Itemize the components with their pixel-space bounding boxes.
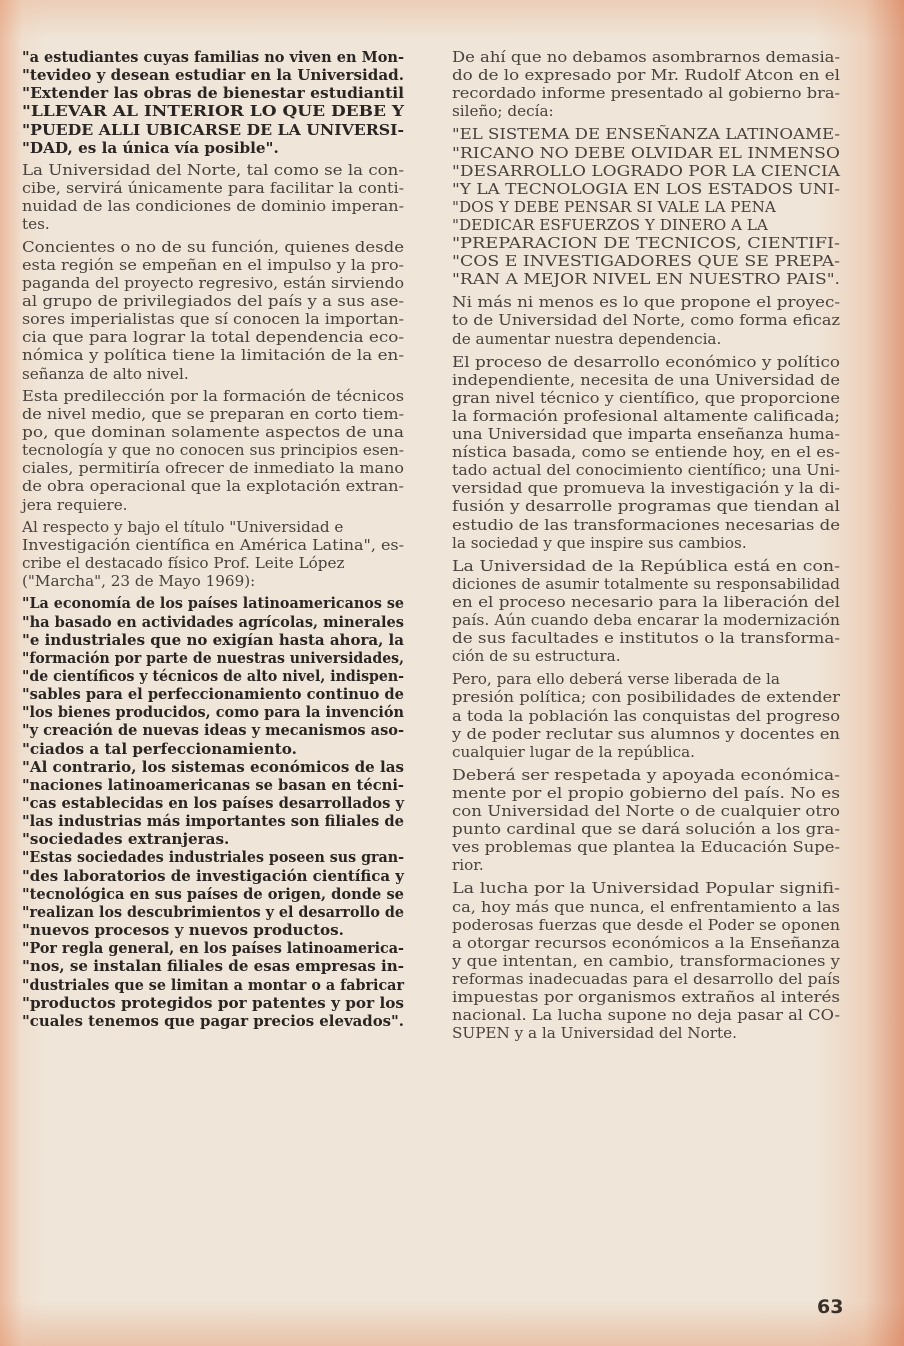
text-line: a toda la población las conquistas del progreso [452, 706, 840, 725]
text-line: versidad que promueva la investigación y la di- [452, 479, 840, 498]
text-line: "Estas sociedades industriales poseen sus gran- [22, 848, 404, 867]
text-line: El proceso de desarrollo económico y político [452, 352, 840, 371]
text-line: Esta predilección por la formación de técnicos [22, 386, 404, 405]
text-line: "a estudiantes cuyas familias no viven en Mon- [22, 48, 404, 66]
text-line: "formación por parte de nuestras universidades, [22, 648, 404, 667]
text-line: de sus facultades e institutos o la transforma- [452, 629, 840, 648]
text-line: "Al contrario, los sistemas económicos de las [22, 757, 404, 776]
text-line: "PREPARACION DE TECNICOS, CIENTIFI- [452, 234, 840, 252]
text-line: "LLEVAR AL INTERIOR LO QUE DEBE Y [22, 102, 404, 121]
text-line: ("Marcha", 23 de Mayo 1969): [22, 572, 256, 591]
text-line: "Extender las obras de bienestar estudiantil [22, 84, 404, 103]
text-line: Investigación científica en América Latina", es- [22, 535, 404, 554]
text-line: jera requiere. [22, 495, 128, 514]
text-line: fusión y desarrolle programas que tiendan al [452, 497, 840, 516]
text-line: "cuales tenemos que pagar precios elevados". [22, 1011, 404, 1030]
text-line: "tecnológica en sus países de origen, donde se [22, 884, 404, 903]
text-line: "tevideo y desean estudiar en la Universidad. [22, 66, 404, 85]
text-line: tado actual del conocimiento científico; una Uni- [452, 461, 840, 480]
text-line: paganda del proyecto regresivo, están sirviendo [22, 273, 404, 292]
text-line: "RAN A MEJOR NIVEL EN NUESTRO PAIS". [452, 270, 840, 289]
text-line: una Universidad que imparta enseñanza huma- [452, 425, 840, 443]
text-line: "sociedades extranjeras. [22, 830, 230, 849]
text-line: a otorgar recursos económicos a la Enseñanza [452, 933, 840, 952]
text-line: "ha basado en actividades agrícolas, minerales [22, 612, 404, 631]
text-line: diciones de asumir totalmente su responsabilidad [452, 574, 840, 593]
text-line: "DAD, es la única vía posible". [22, 138, 279, 157]
text-line: "dustriales que se limitan a montar o a fabricar [22, 975, 404, 994]
text-line: Al respecto y bajo el título "Universidad e [22, 517, 344, 536]
text-line: "realizan los descubrimientos y el desarrollo de [22, 902, 404, 921]
text-line: "nos, se instalan filiales de esas empresas in- [22, 957, 404, 976]
text-line: al grupo de privilegiados del país y a sus ase- [22, 291, 404, 310]
text-line: nacional. La lucha supone no deja pasar al CO- [452, 1006, 840, 1025]
text-line: to de Universidad del Norte, como forma eficaz [452, 311, 840, 330]
text-line: "COS E INVESTIGADORES QUE SE PREPA- [452, 252, 840, 271]
text-line: "naciones latinoamericanas se basan en técni- [22, 775, 404, 794]
text-line: "RICANO NO DEBE OLVIDAR EL INMENSO [452, 143, 840, 162]
text-line: punto cardinal que se dará solución a los gra- [452, 820, 840, 839]
text-line: la formación profesional altamente calificada; [452, 406, 840, 425]
text-line: Deberá ser respetada y apoyada económica- [452, 765, 840, 784]
text-line: "DEDICAR ESFUERZOS Y DINERO A LA [452, 215, 768, 234]
text-line: nómica y política tiene la limitación de la en- [22, 346, 404, 365]
text-line: señanza de alto nivel. [22, 364, 189, 383]
text-line: ca, hoy más que nunca, el enfrentamiento a las [452, 897, 840, 916]
text-line: "los bienes producidos, como para la invención [22, 703, 404, 722]
text-line: "EL SISTEMA DE ENSEÑANZA LATINOAME- [452, 125, 840, 144]
text-line: La lucha por la Universidad Popular signifi- [452, 879, 840, 898]
text-line: nística basada, como se entiende hoy, en el es- [452, 443, 840, 462]
text-line: de nivel medio, que se preparan en corto tiem- [22, 404, 404, 423]
text-line: poderosas fuerzas que desde el Poder se oponen [452, 915, 840, 934]
text-line: "sables para el perfeccionamiento continuo de [22, 685, 404, 704]
text-line: gran nivel técnico y científico, que proporcione [452, 388, 840, 407]
text-line: estudio de las transformaciones necesarias de [452, 515, 840, 534]
text-line: "Por regla general, en los países latinoamerica- [22, 939, 404, 958]
text-line: "y creación de nuevas ideas y mecanismos aso- [22, 721, 404, 740]
text-line: Pero, para ello deberá verse liberada de la [452, 670, 780, 689]
text-line: de aumentar nuestra dependencia. [452, 329, 722, 348]
text-line: "ciados a tal perfeccionamiento. [22, 739, 297, 758]
text-line: Concientes o no de su función, quienes desde [22, 237, 404, 256]
text-line: mente por el propio gobierno del país. No es [452, 783, 840, 802]
text-line: y que intentan, en cambio, transformaciones y [452, 951, 840, 970]
text-line: recordado informe presentado al gobierno bra- [452, 84, 840, 103]
text-line: "DESARROLLO LOGRADO POR LA CIENCIA [452, 161, 840, 180]
text-line: "des laboratorios de investigación científica y [22, 866, 404, 885]
text-line: sileño; decía: [452, 102, 554, 121]
text-line: "DOS Y DEBE PENSAR SI VALE LA PENA [452, 197, 776, 216]
text-line: con Universidad del Norte o de cualquier otro [452, 802, 840, 820]
text-line: "e industriales que no exigían hasta ahora, la [22, 630, 404, 649]
text-line: La Universidad del Norte, tal como se la con- [22, 160, 404, 179]
text-line: cibe, servirá únicamente para facilitar la conti- [22, 179, 404, 198]
text-line: po, que dominan solamente aspectos de una [22, 423, 404, 441]
text-line: "las industrias más importantes son filiales de [22, 812, 404, 831]
text-line: cribe el destacado físico Prof. Leite López [22, 554, 345, 573]
text-line: "PUEDE ALLI UBICARSE DE LA UNIVERSI- [22, 120, 404, 139]
text-line: sores imperialistas que sí conocen la importan- [22, 310, 404, 329]
text-line: la sociedad y que inspire sus cambios. [452, 533, 747, 552]
text-line: tes. [22, 215, 50, 234]
text-line: "La economía de los países latinoamericanos se [22, 594, 404, 613]
text-line: de obra operacional que la explotación extran- [22, 477, 404, 496]
text-line: ción de su estructura. [452, 647, 621, 666]
text-line: cia que para lograr la total dependencia eco- [22, 328, 404, 347]
text-line: ciales, permitiría ofrecer de inmediato la mano [22, 459, 405, 478]
text-line: independiente, necesita de una Universidad de [452, 370, 840, 389]
text-line: "productos protegidos por patentes y por los [22, 993, 405, 1012]
text-line: "de científicos y técnicos de alto nivel, indispen- [22, 666, 404, 685]
text-line: do de lo expresado por Mr. Rudolf Atcon en el [452, 66, 840, 85]
text-line: y de poder reclutar sus alumnos y docentes en [452, 724, 840, 743]
text-line: tecnología y que no conocen sus principios esen- [22, 441, 404, 460]
text-line: "nuevos procesos y nuevos productos. [22, 921, 344, 940]
text-line: SUPEN y a la Universidad del Norte. [452, 1024, 737, 1043]
text-line: cualquier lugar de la república. [452, 742, 695, 761]
text-line: "Y LA TECNOLOGIA EN LOS ESTADOS UNI- [452, 179, 840, 198]
text-line: país. Aún cuando deba encarar la modernización [452, 611, 840, 629]
text-line: "cas establecidas en los países desarrollados y [22, 794, 404, 812]
text-line: Ni más ni menos es lo que propone el proyec- [452, 293, 840, 312]
text-line: en el proceso necesario para la liberación del [452, 592, 840, 611]
text-line: rior. [452, 856, 484, 875]
text-line: La Universidad de la República está en con- [452, 556, 840, 575]
text-line: presión política; con posibilidades de extender [452, 688, 840, 707]
text-line: ves problemas que plantea la Educación Supe- [452, 838, 840, 857]
page-number: 63 [817, 1296, 844, 1318]
text-line: De ahí que no debamos asombrarnos demasia- [452, 48, 840, 66]
text-line: nuidad de las condiciones de dominio imperan- [22, 197, 404, 216]
text-line: esta región se empeñan en el impulso y la pro- [22, 255, 404, 274]
text-line: impuestas por organismos extraños al interés [452, 988, 840, 1006]
text-line: reformas inadecuadas para el desarrollo del país [452, 969, 840, 988]
